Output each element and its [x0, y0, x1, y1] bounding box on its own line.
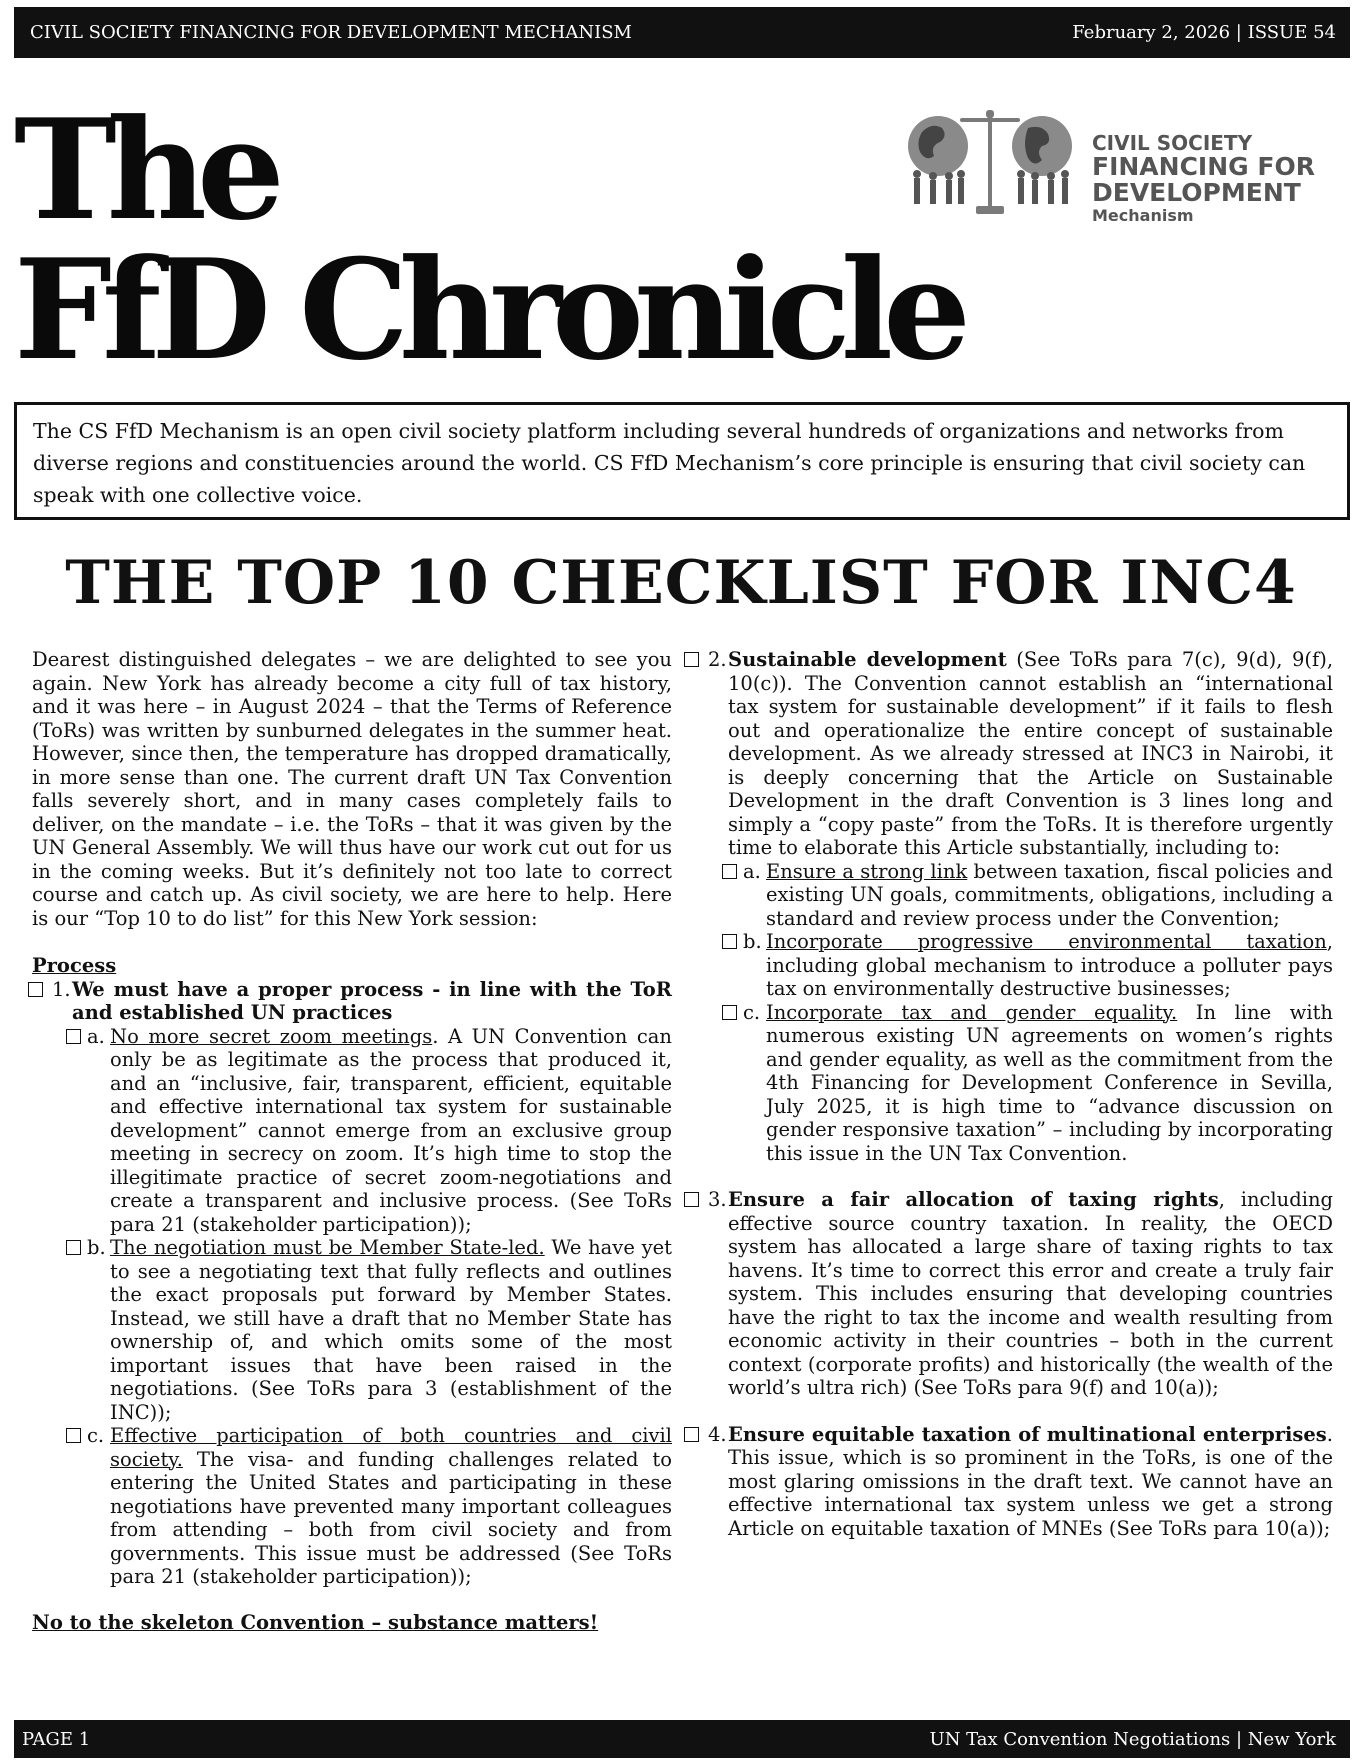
footer-banner [14, 1720, 1350, 1758]
footer-location: UN Tax Convention Negotiations | New York [929, 1728, 1336, 1750]
subitem-lead: Incorporate tax and gender equality. [766, 1000, 1178, 1024]
org-name: CIVIL SOCIETY FINANCING FOR DEVELOPMENT MECHANISM [30, 22, 632, 43]
checkbox-icon[interactable] [66, 1428, 81, 1443]
subitem-letter: b. [87, 1236, 106, 1259]
logo-line-1: CIVIL SOCIETY [1092, 131, 1253, 155]
checklist-subitem-1c [70, 1424, 672, 1589]
item-number: 4. [708, 1422, 727, 1446]
subitem-letter: a. [87, 1024, 105, 1048]
checkbox-icon[interactable] [722, 934, 737, 949]
subitem-lead: Ensure a strong link [766, 859, 968, 883]
subitem-lead: Effective participation of both countries and civil society. [110, 1424, 672, 1471]
logo-text [1092, 132, 1315, 226]
subitem-text: The visa- and funding challenges related to entering the United States and participating in these negotiations have prevented many important colleagues from attending – both from civil society and from governments. This issue must be addressed (See ToRs para 21 (stakeholder participation)); [110, 1447, 672, 1588]
checklist-item-2 [688, 648, 1333, 860]
substance-heading: No to the skeleton Convention – substance matters! [32, 1610, 599, 1634]
subitem-text: between taxation, fiscal policies and existing UN goals, commitments, obligations, including a standard and review process under the Convention; [766, 859, 1333, 930]
checkbox-icon[interactable] [684, 652, 699, 667]
checklist-subitem-2b [726, 930, 1333, 1001]
checkbox-icon[interactable] [722, 864, 737, 879]
item-text: , including effective source country taxation. In reality, the OECD system has allocated a large share of taxing rights to tax havens. It’s time to correct this error and create a truly fair system. This includes ensuring that developing countries have the right to tax the income and wealth resulting from economic activity in their countries – both in the current context (corporate profits) and historically (the wealth of the world’s ultra rich) (See ToRs para 9(f) and 10(a)); [728, 1188, 1333, 1399]
item-number: 3. [708, 1188, 727, 1211]
logo-line-4: Mechanism [1092, 206, 1194, 225]
subitem-text: . A UN Convention can only be as legitimate as the process that produced it, and an “inclusive, fair, transparent, efficient, equitable and effective international tax system for sustainable development” cannot emerge from an exclusive group meeting in secrecy on zoom. It’s high time to stop the illegitimate practice of secret zoom-negotiations and create a transparent and inclusive process. (See ToRs para 21 (stakeholder participation)); [110, 1024, 672, 1236]
process-heading: Process [32, 954, 117, 977]
issue-date: February 2, 2026 | ISSUE 54 [1072, 22, 1336, 43]
subitem-letter: c. [743, 1000, 761, 1024]
subitem-text: In line with numerous existing UN agreements on women’s rights and gender equality, as well as the commitment from the 4th Financing for Development Conference in Sevilla, July 2025, it is high time to “advance discussion on gender responsive taxation” – including by incorporating this issue in the UN Tax Convention. [766, 1000, 1333, 1165]
subitem-lead: Incorporate progressive environmental taxation [766, 930, 1327, 953]
subitem-text: We have yet to see a negotiating text that fully reflects and outlines the exact proposals put forward by Member States. Instead, we still have a draft that no Member State has ownership of, and which omits some of the most important issues that have been raised in the negotiations. (See ToRs para 3 (establishment of the INC)); [110, 1236, 672, 1424]
subitem-lead: No more secret zoom meetings [110, 1024, 433, 1048]
top-banner [14, 7, 1350, 58]
item-number: 1. [52, 977, 71, 1001]
checklist-item-1 [32, 978, 672, 1025]
subitem-text: , including global mechanism to introduce a polluter pays tax on environmentally destructive businesses; [766, 930, 1333, 1000]
checklist-item-4 [688, 1423, 1333, 1541]
checkbox-icon[interactable] [66, 1029, 81, 1044]
checklist-subitem-2c [726, 1001, 1333, 1166]
right-column [688, 648, 1333, 1540]
item-title: Ensure equitable taxation of multinational enterprises [728, 1422, 1327, 1446]
checkbox-icon[interactable] [28, 982, 43, 997]
logo-line-2: FINANCING FOR [1092, 152, 1315, 181]
masthead-line-1: The [14, 88, 275, 251]
masthead-line-2: FfD Chronicle [14, 228, 961, 391]
checklist-subitem-2a [726, 860, 1333, 931]
left-column [32, 648, 672, 1634]
checkbox-icon[interactable] [684, 1427, 699, 1442]
subitem-lead: The negotiation must be Member State-led. [110, 1236, 545, 1259]
item-title: We must have a proper process - in line with the ToR and established UN practices [72, 977, 672, 1024]
masthead [14, 88, 961, 391]
subitem-letter: b. [743, 930, 762, 953]
intro-box: The CS FfD Mechanism is an open civil society platform including several hundreds of organizations and networks from diverse regions and constituencies around the world. CS FfD Mechanism’s core principle is ensuring that civil society can speak with one collective voice. [14, 402, 1350, 520]
checkbox-icon[interactable] [66, 1240, 81, 1255]
subitem-letter: a. [743, 859, 761, 883]
checklist-item-3 [688, 1188, 1333, 1400]
checkbox-icon[interactable] [684, 1192, 699, 1207]
item-title: Sustainable development [728, 648, 1007, 671]
item-text: . This issue, which is so prominent in the ToRs, is one of the most glaring omissions in the draft text. We cannot have an effective international tax system unless we get a strong Article on equitable taxation of MNEs (See ToRs para 10(a)); [728, 1422, 1333, 1540]
checklist-subitem-1b [70, 1236, 672, 1424]
article-headline: THE TOP 10 CHECKLIST FOR INC4 [65, 548, 1297, 618]
item-number: 2. [708, 648, 727, 671]
item-text: (See ToRs para 7(c), 9(d), 9(f), 10(c)). The Convention cannot establish an “international tax system for sustainable development” if it fails to flesh out and operationalize the entire concept of sustainable development. As we already stressed at INC3 in Nairobi, it is deeply concerning that the Article on Sustainable Development in the draft Convention is 3 lines long and simply a “copy paste” from the ToRs. It is therefore urgently time to elaborate this Article substantially, including to: [728, 648, 1334, 859]
page-number: PAGE 1 [22, 1728, 91, 1750]
item-title: Ensure a fair allocation of taxing rights [728, 1188, 1219, 1211]
subitem-letter: c. [87, 1424, 105, 1447]
checklist-subitem-1a [70, 1025, 672, 1237]
logo-line-3: DEVELOPMENT [1092, 178, 1301, 207]
opening-paragraph: Dearest distinguished delegates – we are delighted to see you again. New York has already become a city full of tax history, and it was here – in August 2024 – that the Terms of Reference (ToRs) was written by sunburned delegates in the summer heat. However, since then, the temperature has dropped dramatically, in more sense than one. The current draft UN Tax Convention falls severely short, and in many cases completely fails to deliver, on the mandate – i.e. the ToRs – that it was given by the UN General Assembly. We will thus have our work cut out for us in the coming weeks. But it’s definitely not too late to correct course and catch up. As civil society, we are here to help. Here is our “Top 10 to do list” for this New York session: [32, 648, 672, 930]
checkbox-icon[interactable] [722, 1005, 737, 1020]
